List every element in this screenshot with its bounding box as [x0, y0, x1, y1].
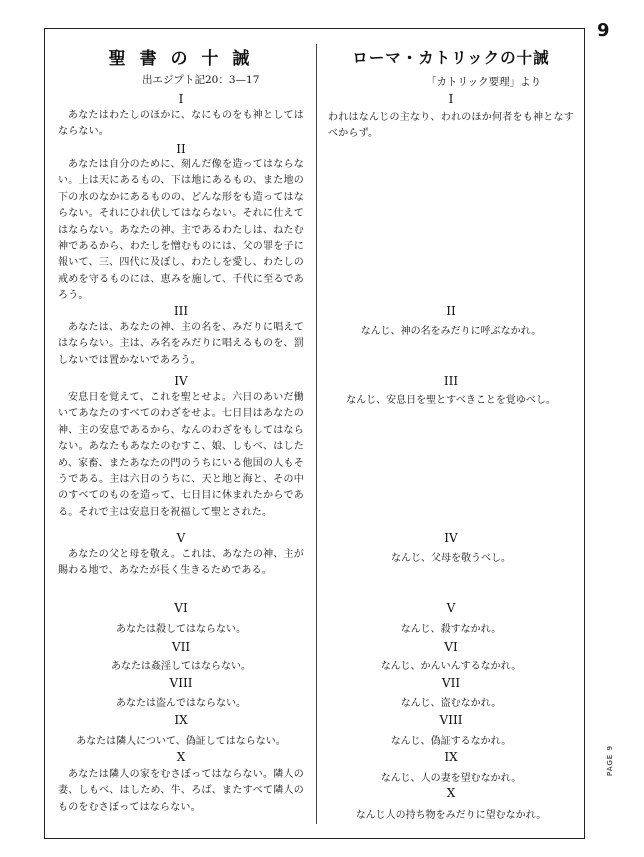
commandment-text: なんじ、神の名をみだりに呼ぶなかれ。 — [360, 326, 542, 337]
numeral: VIII — [169, 676, 193, 690]
commandment-text: なんじ、人の妻を望むなかれ。 — [380, 773, 522, 784]
numeral: II — [176, 142, 186, 156]
numeral: VI — [174, 601, 188, 615]
numeral: III — [443, 374, 459, 388]
numeral: I — [448, 92, 454, 106]
commandment-text: あなたは姦淫してはならない。 — [111, 661, 251, 672]
commandment-text: あなたは殺してはならない。 — [116, 624, 246, 635]
numeral: VII — [441, 676, 461, 690]
commandment-text: あなたは自分のために、刻んだ像を造ってはならない。上は天にあるもの、下は地にあるもの、また地の下の水のなかにあるものの、どんな形をも造ってはならない。それにひれ伏してはならない。それに仕えてはならない。あなたの神、主であるわたしは、ねたむ神であるから、わたしを憎むものには、父の罪を子に報いて、三、四代に及ぼし、わたしを愛し、わたしの戒めを守るものには、恵みを施して、千代に至るであろう。 — [58, 159, 304, 302]
catholic-source: 「カトリック要理」より — [426, 76, 542, 88]
numeral: VIII — [439, 713, 463, 727]
commandment-text: なんじ、かんいんするなかれ。 — [380, 661, 522, 672]
commandment-text: あなたは盗んではならない。 — [116, 698, 246, 709]
commandment-text: あなたは隣人の家をむさぼってはならない。隣人の妻、しもべ、はしため、牛、ろば、またすべて隣人のものをむさぼってはならない。 — [58, 769, 304, 813]
page-number: 9 — [597, 20, 610, 41]
numeral: X — [446, 786, 456, 800]
numeral: I — [178, 92, 184, 106]
commandment-text: あなたはわたしのほかに、なにものをも神としてはならない。 — [58, 110, 304, 138]
commandment-text: あなたの父と母を敬え。これは、あなたの神、主が賜わる地で、あなたが長く生きるためである。 — [58, 549, 304, 577]
commandment-text: なんじ、父母を敬うべし。 — [391, 553, 511, 564]
numeral: V — [176, 531, 186, 545]
numeral: X — [176, 750, 186, 764]
numeral: IX — [174, 713, 188, 727]
side-page-label: PAGE 9 — [606, 745, 614, 776]
numeral: VI — [444, 640, 458, 654]
bible-source: 出エジプト記20：3—17 — [142, 74, 260, 86]
commandment-text: なんじ、盗むなかれ。 — [400, 698, 502, 709]
bible-title: 聖 書 の 十 誡 — [108, 49, 254, 69]
numeral: II — [446, 304, 456, 318]
numeral: IV — [174, 374, 188, 388]
commandment-text: あなたは、あなたの神、主の名を、みだりに唱えてはならない。主は、み名をみだりに唱えるものを、罰しないでは置かないであろう。 — [58, 322, 304, 366]
numeral: III — [173, 304, 189, 318]
numeral: IV — [444, 531, 458, 545]
catholic-title: ローマ・カトリックの十誡 — [352, 48, 550, 67]
commandment-text: 安息日を覚えて、これを聖とせよ。六日のあいだ働いてあなたのすべてのわざをせよ。七日目はあなたの神、主の安息であるから、なんのわざをもしてはならない。あなたもあなたのむすこ、娘、しもべ、はしため、家畜、またあなたの門のうちにいる他国の人もそうである。主は六日のうちに、天と地と海と、その中のすべてのものを造って、七日目に休まれたからである。それで主は安息日を祝福して聖とされた。 — [58, 392, 304, 518]
commandment-text: なんじ、偽証するなかれ。 — [390, 736, 512, 747]
numeral: IX — [444, 750, 458, 764]
numeral: V — [446, 601, 456, 615]
commandment-text: なんじ人の持ち物をみだりに望むなかれ。 — [355, 810, 547, 821]
column-divider — [316, 44, 317, 824]
numeral: VII — [171, 640, 191, 654]
commandment-text: なんじ、殺すなかれ。 — [400, 624, 502, 635]
commandment-text: あなたは隣人について、偽証してはならない。 — [76, 736, 286, 747]
commandment-text: なんじ、安息日を聖とすべきことを覚ゆべし。 — [346, 395, 556, 406]
commandment-text: われはなんじの主なり、われのほか何者をも神となすべからず。 — [328, 112, 574, 140]
